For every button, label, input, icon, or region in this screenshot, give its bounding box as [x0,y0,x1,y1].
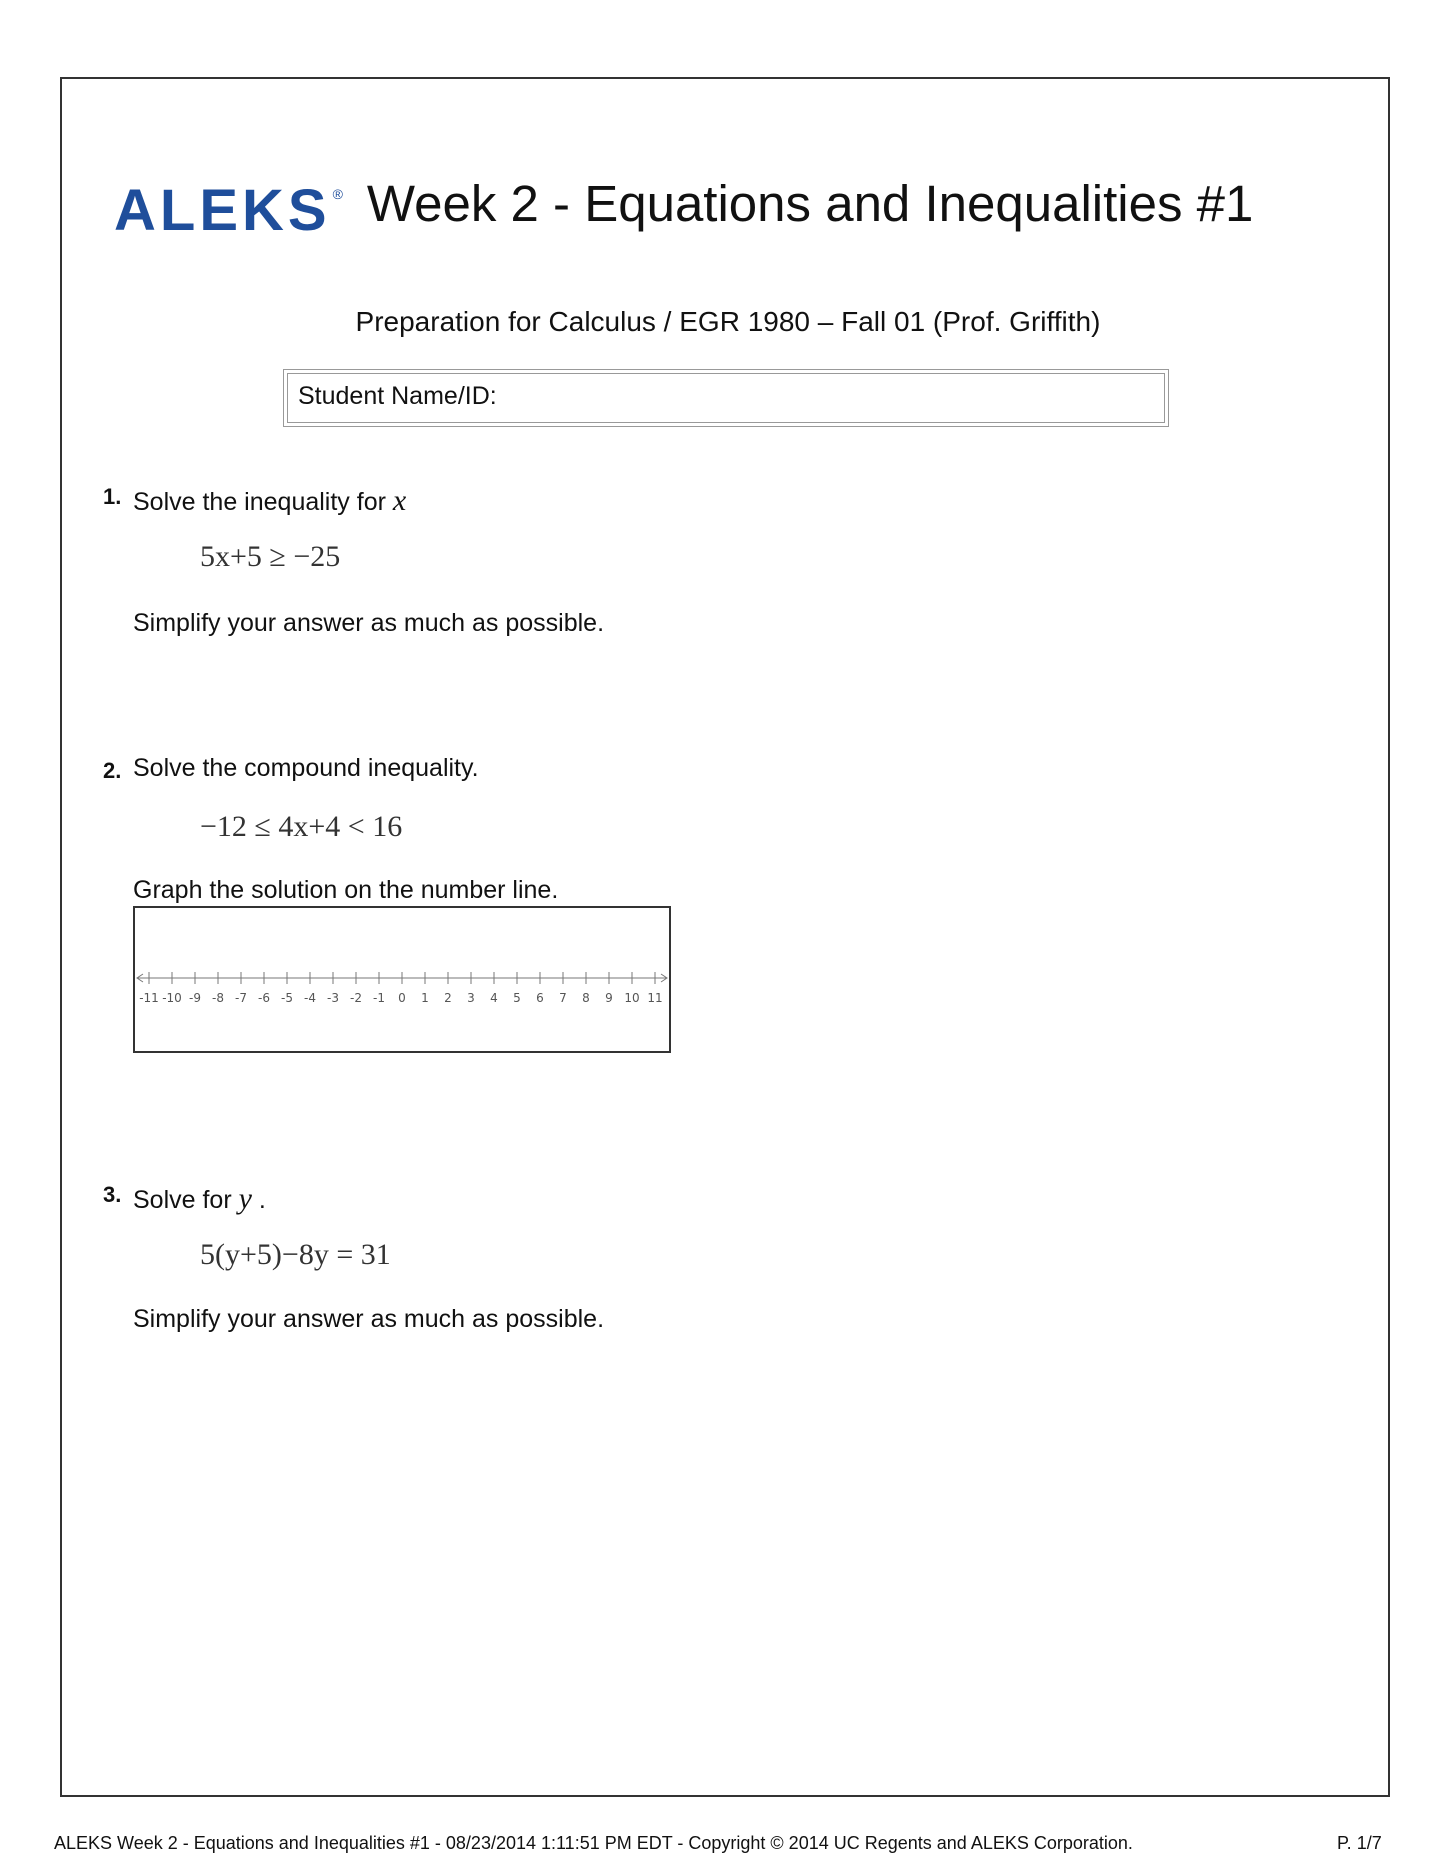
question-2-number: 2. [103,758,122,783]
question-1-variable: x [392,484,407,517]
number-line-label: 3 [467,991,475,1005]
number-line-label: 11 [647,991,663,1005]
page-title: Week 2 - Equations and Inequalities #1 [366,175,1254,232]
number-line-label: -8 [212,991,224,1005]
number-line-label: 5 [513,991,521,1005]
number-line-label: -10 [162,991,182,1005]
footer-page-number: P. 1/7 [1337,1833,1382,1853]
question-1-prompt [133,484,406,518]
question-2-instruction: Graph the solution on the number line. [133,876,559,904]
question-3-number: 3. [103,1182,122,1207]
number-line-label: -11 [139,991,159,1005]
student-name-field[interactable] [283,369,1169,427]
question-3-variable: y [238,1182,252,1215]
question-1-expression: 5x+5 ≥ −25 [200,540,341,573]
question-1-number: 1. [103,484,122,509]
number-line-label: -6 [258,991,270,1005]
number-line[interactable] [135,908,669,1051]
question-1-prompt-text: Solve the inequality for [133,488,393,516]
number-line-label: 2 [444,991,452,1005]
number-line-label: -2 [350,991,362,1005]
question-3-prompt [133,1182,266,1216]
question-3-expression: 5(y+5)−8y = 31 [200,1238,391,1271]
question-3-prompt-suffix: . [251,1186,266,1214]
number-line-answer-box[interactable] [133,906,671,1053]
question-2-expression: −12 ≤ 4x+4 < 16 [200,810,403,843]
number-line-label: -9 [189,991,201,1005]
footer-text: ALEKS Week 2 - Equations and Inequalities #1 - 08/23/2014 1:11:51 PM EDT - Copyright © 2014 UC Regents and ALEKS Corporation. [54,1833,1133,1853]
aleks-logo: ALEKS [114,178,331,243]
number-line-label: 4 [490,991,498,1005]
student-name-label: Student Name/ID: [287,373,1165,423]
question-1-instruction: Simplify your answer as much as possible. [133,609,605,637]
number-line-label: 6 [536,991,544,1005]
number-line-label: 8 [582,991,590,1005]
number-line-label: 10 [624,991,640,1005]
number-line-label: -7 [235,991,247,1005]
question-3-prompt-text: Solve for [133,1186,239,1214]
page-header [114,172,1254,243]
number-line-label: 7 [559,991,567,1005]
number-line-label: -4 [304,991,316,1005]
registered-mark: ® [332,186,343,202]
number-line-label: -5 [281,991,293,1005]
number-line-label: 1 [421,991,429,1005]
question-3-instruction: Simplify your answer as much as possible. [133,1305,605,1333]
number-line-label: 0 [398,991,406,1005]
course-subtitle: Preparation for Calculus / EGR 1980 – Fall 01 (Prof. Griffith) [355,306,1101,337]
question-2-prompt: Solve the compound inequality. [133,754,479,782]
number-line-label: 9 [605,991,613,1005]
number-line-label: -1 [373,991,385,1005]
number-line-label: -3 [327,991,339,1005]
